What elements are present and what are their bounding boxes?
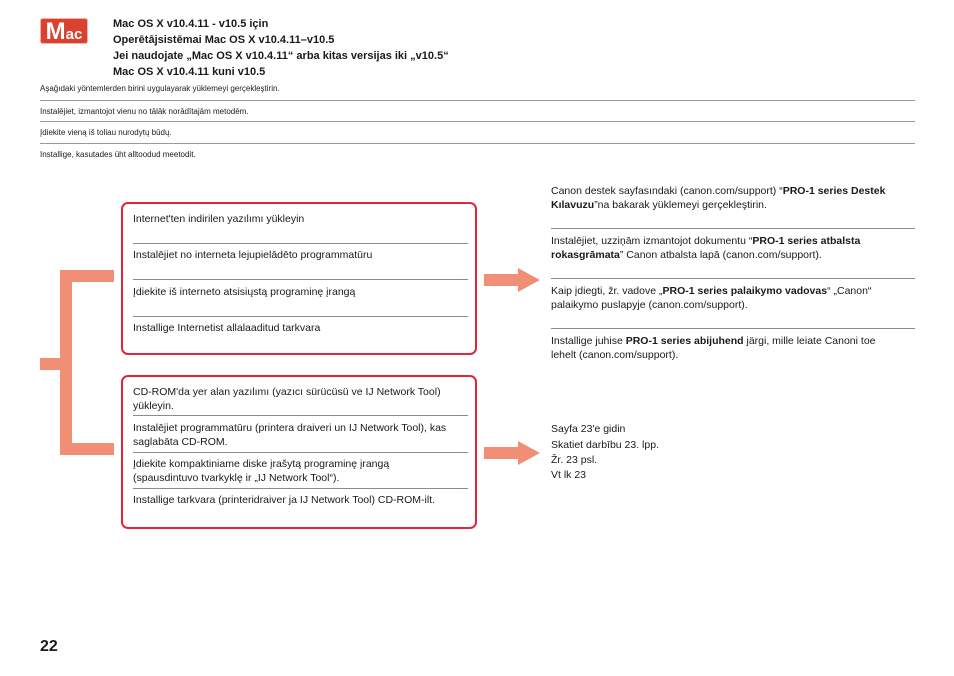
internet-option-lt: Įdiekite iš interneto atsisiųstą programinę įrangą	[133, 286, 356, 298]
cdrom-option-lt	[133, 458, 468, 485]
intro-et: Installige, kasutades üht alltoodud meetodit.	[40, 150, 196, 159]
mac-logo	[40, 18, 88, 44]
option-divider	[133, 243, 468, 244]
manual-name: PRO-1 series palaikymo vadovas	[662, 285, 828, 297]
instruction-text: “ „Canon“	[827, 285, 872, 297]
internet-option-et: Installige Internetist allalaaditud tarkvara	[133, 322, 321, 334]
instruction-divider	[551, 328, 915, 329]
instruction-text: lehelt (canon.com/support).	[551, 348, 679, 361]
instruction-text: palaikymo puslapyje (canon.com/support).	[551, 298, 748, 311]
manual-name: PRO-1 series abijuhend	[625, 335, 744, 347]
cdrom-instruction-et: Vt lk 23	[551, 469, 587, 481]
intro-divider	[40, 121, 915, 122]
arrow-right-icon	[484, 268, 540, 292]
instruction-text: ” Canon atbalsta lapā (canon.com/support).	[619, 248, 822, 261]
instruction-text: järgi, mille leiate Canoni toe	[743, 335, 876, 347]
heading-line-et: Mac OS X v10.4.11 kuni v10.5	[113, 66, 266, 78]
manual-name: rokasgrāmata	[551, 248, 620, 261]
internet-option-tr: Internet'ten indirilen yazılımı yükleyin	[133, 213, 305, 225]
instruction-divider	[551, 228, 915, 229]
bracket-vertical	[60, 270, 72, 455]
internet-instruction-et	[551, 335, 916, 362]
mac-logo-first-letter: M	[45, 18, 66, 45]
internet-instruction-lv	[551, 235, 916, 262]
cdrom-option-lv	[133, 422, 468, 449]
page-number: 22	[40, 638, 58, 655]
cdrom-option-lt-line2: (spausdintuvo tvarkyklę ir „IJ Network Tool“).	[133, 471, 340, 484]
heading-line-lv: Operētājsistēmai Mac OS X v10.4.11–v10.5	[113, 34, 335, 46]
option-divider	[133, 415, 468, 416]
option-divider	[133, 316, 468, 317]
bracket-bottom-arm	[60, 443, 114, 455]
intro-lt: Įdiekite vieną iš toliau nurodytų būdų.	[40, 128, 172, 137]
internet-option-lv: Instalējiet no interneta lejupielādēto programmatūru	[133, 249, 373, 261]
cdrom-option-tr	[133, 386, 468, 413]
heading-line-lt: Jei naudojate „Mac OS X v10.4.11“ arba kitas versijas iki „v10.5“	[113, 50, 449, 62]
intro-tr: Aşağıdaki yöntemlerden birini uygulayarak yüklemeyi gerçekleştirin.	[40, 84, 280, 93]
option-divider	[133, 452, 468, 453]
manual-name: Kılavuzu	[551, 198, 595, 211]
arrow-right-icon	[484, 441, 540, 465]
cdrom-option-et: Installige tarkvara (printeridraiver ja IJ Network Tool) CD-ROM-ilt.	[133, 494, 436, 506]
manual-name: PRO-1 series Destek	[782, 185, 886, 197]
manual-name: PRO-1 series atbalsta	[752, 235, 861, 247]
bracket-stem	[40, 358, 62, 370]
section-heading	[113, 16, 449, 80]
bracket-top-arm	[60, 270, 114, 282]
instruction-text: Canon destek sayfasındaki (canon.com/support) “	[551, 185, 783, 197]
cdrom-option-box	[121, 375, 477, 529]
intro-divider	[40, 100, 915, 101]
cdrom-option-tr-line2: yükleyin.	[133, 399, 174, 412]
cdrom-option-tr-line1: CD-ROM'da yer alan yazılımı (yazıcı sürücüsü ve IJ Network Tool)	[133, 386, 441, 398]
cdrom-instruction-lv: Skatiet darbību 23. lpp.	[551, 439, 659, 451]
option-divider	[133, 488, 468, 489]
heading-line-tr: Mac OS X v10.4.11 - v10.5 için	[113, 18, 269, 30]
option-divider	[133, 279, 468, 280]
internet-instruction-tr	[551, 185, 916, 212]
cdrom-option-lt-line1: Įdiekite kompaktiniame diske įrašytą programinę įrangą	[133, 458, 390, 470]
instruction-text: Kaip įdiegti, žr. vadove „	[551, 285, 663, 297]
internet-instruction-lt	[551, 285, 916, 312]
cdrom-option-lv-line2: saglabāta CD-ROM.	[133, 435, 228, 448]
instruction-text: Instalējiet, uzziņām izmantojot dokumentu “	[551, 235, 753, 247]
intro-lv: Instalējiet, izmantojot vienu no tālāk norādītajām metodēm.	[40, 107, 249, 116]
internet-option-box	[121, 202, 477, 355]
intro-divider	[40, 143, 915, 144]
cdrom-instruction-lt: Žr. 23 psl.	[551, 454, 598, 466]
cdrom-instruction-tr: Sayfa 23'e gidin	[551, 423, 626, 435]
instruction-text: Installige juhise	[551, 335, 626, 347]
cdrom-option-lv-line1: Instalējiet programmatūru (printera draiveri un IJ Network Tool), kas	[133, 422, 447, 434]
instruction-divider	[551, 278, 915, 279]
instruction-text: ”na bakarak yüklemeyi gerçekleştirin.	[594, 198, 767, 211]
mac-logo-rest: ac	[65, 26, 83, 43]
